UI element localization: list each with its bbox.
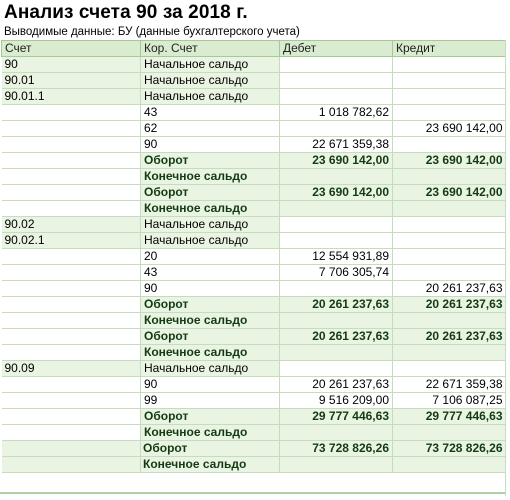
cell-debit[interactable]: 1 018 782,62 [280,105,393,121]
cell-debit[interactable]: 12 554 931,89 [280,249,393,265]
cell-corr-account[interactable]: 43 [141,105,280,121]
table-row[interactable] [2,89,506,105]
cell-corr-account[interactable]: 99 [141,393,280,409]
cell-account[interactable]: 90 [2,57,141,73]
cell-debit[interactable] [280,233,393,249]
cell-credit[interactable] [393,249,506,265]
cell-debit[interactable] [280,345,393,361]
cell-debit[interactable] [280,73,393,89]
table-row[interactable] [2,281,506,297]
cell-account[interactable]: 90.01 [2,73,141,89]
column-header-account[interactable]: Счет [2,41,141,57]
cell-credit[interactable] [393,425,506,441]
cell-credit[interactable] [393,105,506,121]
cell-account[interactable]: 90.09 [2,361,141,377]
table-row[interactable] [2,249,506,265]
table-row[interactable] [2,105,506,121]
cell-debit[interactable]: 7 706 305,74 [280,265,393,281]
table-row[interactable] [2,217,506,233]
cell-credit[interactable]: 20 261 237,63 [393,297,506,313]
cell-account[interactable] [2,201,141,217]
cell-account[interactable]: 90.02.1 [2,233,141,249]
cell-account[interactable] [2,425,141,441]
cell-account[interactable] [2,185,141,201]
cell-account[interactable] [2,137,141,153]
cell-credit[interactable]: 20 261 237,63 [393,281,506,297]
cell-debit[interactable]: 9 516 209,00 [280,393,393,409]
cell-corr-account[interactable]: Конечное сальдо [141,169,280,185]
cell-credit[interactable] [393,233,506,249]
cell-credit[interactable] [393,201,506,217]
cell-account[interactable]: 90.01.1 [2,89,141,105]
cell-debit[interactable] [280,217,393,233]
cell-debit[interactable]: 29 777 446,63 [280,409,393,425]
cell-credit[interactable] [393,217,506,233]
cell-account[interactable] [2,297,141,313]
cell-credit[interactable] [393,169,506,185]
table-row[interactable] [2,409,506,425]
cell-corr-account[interactable]: Начальное сальдо [141,361,280,377]
report-subtitle: Выводимые данные: БУ (данные бухгалтерского учета) [4,26,300,38]
cell-debit[interactable] [280,457,393,473]
table-row[interactable] [2,393,506,409]
cell-credit[interactable] [393,345,506,361]
report-title: Анализ счета 90 за 2018 г. [4,2,248,23]
cell-account[interactable] [2,169,141,185]
cell-account[interactable] [2,457,141,473]
cell-account[interactable] [2,121,141,137]
cell-account[interactable] [2,281,141,297]
cell-corr-account[interactable]: Начальное сальдо [141,73,280,89]
table-row[interactable] [2,377,506,393]
cell-corr-account[interactable]: 20 [141,249,280,265]
table-row[interactable] [2,313,506,329]
cell-credit[interactable]: 7 106 087,25 [393,393,506,409]
cell-corr-account[interactable]: 62 [141,121,280,137]
cell-corr-account[interactable]: Начальное сальдо [141,57,280,73]
table-row[interactable] [2,265,506,281]
cell-account[interactable] [2,265,141,281]
cell-debit[interactable]: 23 690 142,00 [280,185,393,201]
cell-account[interactable] [2,441,141,457]
table-row[interactable] [2,185,506,201]
cell-credit[interactable]: 23 690 142,00 [393,153,506,169]
table-row[interactable] [2,441,506,457]
cell-corr-account[interactable]: Оборот [141,409,280,425]
cell-credit[interactable] [393,361,506,377]
table-row[interactable] [2,457,506,473]
cell-credit[interactable] [393,73,506,89]
cell-corr-account[interactable]: 90 [141,281,280,297]
cell-debit[interactable]: 20 261 237,63 [280,297,393,313]
cell-account[interactable] [2,377,141,393]
cell-account[interactable] [2,313,141,329]
cell-corr-account[interactable]: Конечное сальдо [141,313,280,329]
cell-debit[interactable] [280,57,393,73]
table-row[interactable] [2,57,506,73]
cell-debit[interactable]: 23 690 142,00 [280,153,393,169]
cell-credit[interactable] [393,457,506,473]
table-row[interactable] [2,361,506,377]
cell-debit[interactable]: 20 261 237,63 [280,377,393,393]
cell-corr-account[interactable]: Оборот [141,153,280,169]
cell-credit[interactable] [393,89,506,105]
cell-corr-account[interactable]: Конечное сальдо [141,201,280,217]
cell-corr-account[interactable]: 90 [141,137,280,153]
cell-debit[interactable]: 22 671 359,38 [280,137,393,153]
cell-corr-account[interactable]: Конечное сальдо [141,345,280,361]
table-row[interactable] [2,137,506,153]
header-row [2,41,506,57]
column-header-corr-account[interactable]: Кор. Счет [141,41,280,57]
cell-credit[interactable]: 73 728 826,26 [393,441,506,457]
cell-debit[interactable] [280,361,393,377]
cell-credit[interactable]: 20 261 237,63 [393,329,506,345]
cell-debit[interactable] [280,89,393,105]
table-row[interactable] [2,73,506,89]
table-row[interactable] [2,153,506,169]
cell-corr-account[interactable]: 90 [141,377,280,393]
cell-account[interactable] [2,393,141,409]
cell-credit[interactable]: 22 671 359,38 [393,377,506,393]
cell-debit[interactable] [280,425,393,441]
cell-debit[interactable] [280,169,393,185]
cell-debit[interactable]: 20 261 237,63 [280,329,393,345]
table-row[interactable] [2,233,506,249]
report-table [1,40,506,473]
cell-account[interactable] [2,345,141,361]
cell-credit[interactable] [393,137,506,153]
cell-account[interactable] [2,105,141,121]
cell-credit[interactable] [393,313,506,329]
cell-account[interactable] [2,409,141,425]
cell-corr-account[interactable]: Оборот [141,185,280,201]
cell-credit[interactable]: 29 777 446,63 [393,409,506,425]
cell-corr-account[interactable]: Оборот [141,297,280,313]
cell-credit[interactable]: 23 690 142,00 [393,185,506,201]
table-row[interactable] [2,201,506,217]
table-row[interactable] [2,329,506,345]
column-header-credit[interactable]: Кредит [393,41,506,57]
cell-account[interactable]: 90.02 [2,217,141,233]
table-row[interactable] [2,169,506,185]
cell-debit[interactable] [280,121,393,137]
cell-corr-account[interactable]: Оборот [141,441,280,457]
table-bottom-border [0,492,505,494]
cell-corr-account[interactable]: Конечное сальдо [141,425,280,441]
cell-credit[interactable] [393,265,506,281]
cell-credit[interactable]: 23 690 142,00 [393,121,506,137]
column-header-debit[interactable]: Дебет [280,41,393,57]
cell-debit[interactable] [280,313,393,329]
table-row[interactable] [2,345,506,361]
cell-corr-account[interactable]: Конечное сальдо [141,457,280,473]
table-row[interactable] [2,297,506,313]
cell-corr-account[interactable]: Начальное сальдо [141,89,280,105]
cell-account[interactable] [2,249,141,265]
report-body [2,57,506,473]
cell-debit[interactable]: 73 728 826,26 [280,441,393,457]
cell-debit[interactable] [280,201,393,217]
cell-corr-account[interactable]: Начальное сальдо [141,233,280,249]
table-row[interactable] [2,121,506,137]
cell-account[interactable] [2,153,141,169]
table-right-border [505,40,506,496]
cell-credit[interactable] [393,57,506,73]
cell-debit[interactable] [280,281,393,297]
table-row[interactable] [2,425,506,441]
cell-corr-account[interactable]: Оборот [141,329,280,345]
cell-corr-account[interactable]: 43 [141,265,280,281]
cell-corr-account[interactable]: Начальное сальдо [141,217,280,233]
cell-account[interactable] [2,329,141,345]
